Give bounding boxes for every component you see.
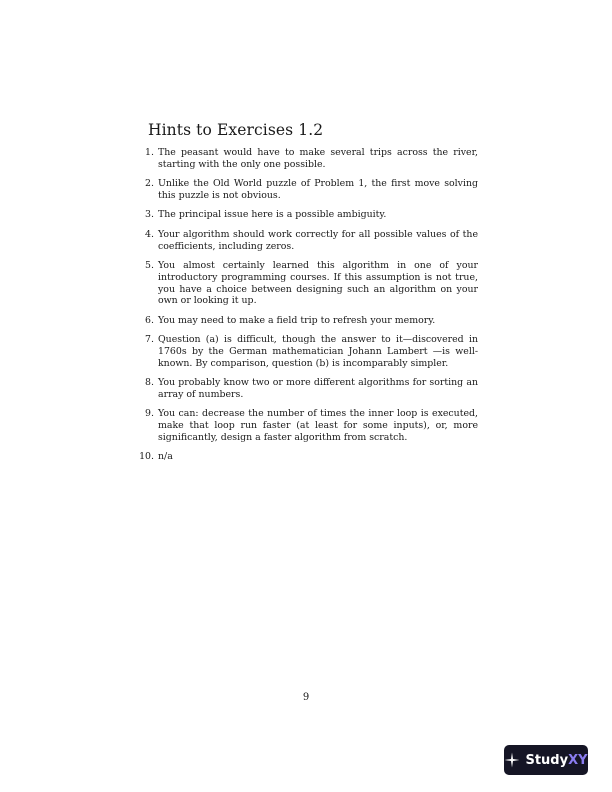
list-item [136,178,478,202]
hint-text: Unlike the Old World puzzle of Problem 1, the first move solving this puzzle is not obvious. [158,178,478,201]
hint-text: Your algorithm should work correctly for all possible values of the coefficients, including zeros. [158,228,478,252]
brand-name-accent: XY [568,752,588,768]
brand-name-main: Study [525,752,569,768]
hint-text: You may need to make a field trip to refresh your memory. [158,314,436,326]
page-number: 9 [302,692,310,703]
list-item [136,209,478,221]
hint-number: 2. [145,178,154,190]
hint-number: 9. [145,408,154,420]
hint-number: 7. [145,334,154,346]
hint-text: You can: decrease the number of times the inner loop is executed, make that loop run faster (at least for some inputs), or, more significantly, design a faster algorithm from scratch. [158,408,478,443]
brand-name [525,753,587,768]
list-item [136,229,478,253]
hint-text: The principal issue here is a possible ambiguity. [158,209,387,221]
hint-number: 1. [145,147,154,158]
hint-text: You probably know two or more different algorithms for sorting an array of numbers. [158,377,478,400]
hint-number: 10. [139,451,154,463]
list-item [136,334,478,369]
hint-number: 3. [145,209,154,221]
list-item [136,408,478,443]
hint-number: 6. [145,314,154,326]
list-item [136,377,478,401]
list-item [136,315,478,327]
list-item [136,260,478,307]
hint-text: You almost certainly learned this algorithm in one of your introductory programming courses. If this assumption is not true, you have a choice between designing such an algorithm on your own or looking it up. [158,259,478,307]
hint-number: 8. [145,377,154,389]
studyxy-logo-badge[interactable] [504,745,588,775]
list-item [136,451,478,463]
list-item [136,147,478,171]
hint-text: Question (a) is difficult, though the answer to it—discovered in 1760s by the German mathematician Johann Lambert —is well-known. By comparison, question (b) is incomparably simpler. [158,334,478,369]
sparkle-icon [504,752,520,768]
hint-number: 5. [145,259,154,271]
hint-text: n/a [158,451,173,463]
page-title: Hints to Exercises 1.2 [148,121,324,139]
hint-text: The peasant would have to make several trips across the river, starting with the only one possible. [158,147,478,170]
hint-number: 4. [145,228,154,240]
hint-list [136,147,478,471]
